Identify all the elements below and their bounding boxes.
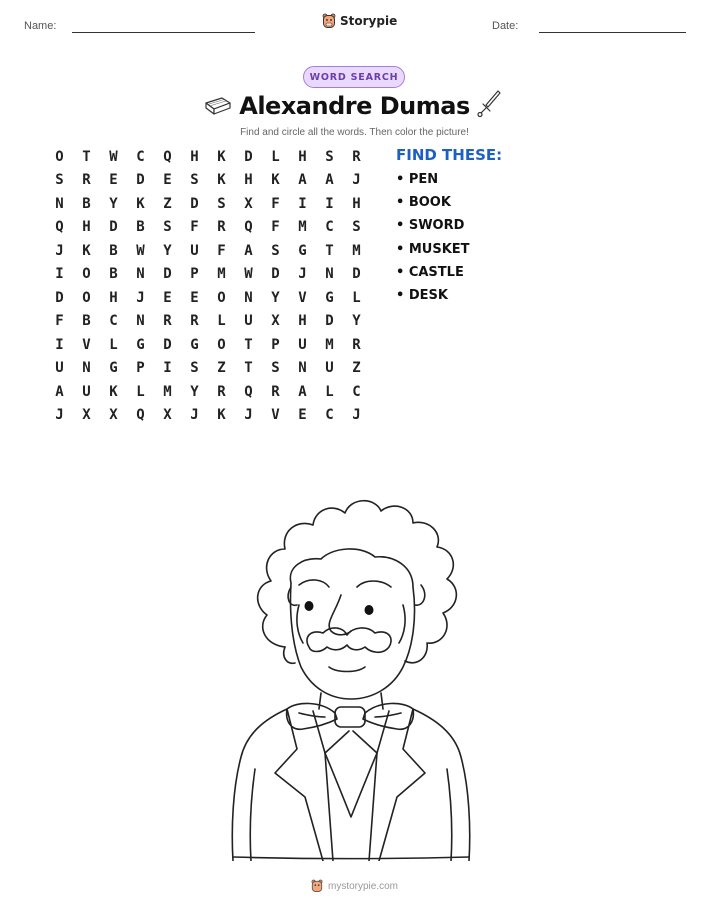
grid-cell[interactable]: D (136, 172, 145, 189)
grid-cell[interactable]: J (190, 407, 199, 424)
grid-cell[interactable]: P (190, 266, 199, 283)
grid-row (46, 404, 370, 428)
grid-cell[interactable]: P (271, 336, 280, 353)
grid-row (46, 357, 370, 381)
grid-cell[interactable]: N (55, 195, 64, 212)
grid-cell[interactable]: R (352, 336, 361, 353)
grid-cell[interactable]: S (271, 360, 280, 377)
grid-row (46, 380, 370, 404)
grid-cell[interactable]: K (82, 242, 91, 259)
grid-cell[interactable]: H (298, 148, 307, 165)
grid-cell[interactable]: K (217, 148, 226, 165)
grid-cell[interactable]: Z (217, 360, 226, 377)
grid-row (46, 216, 370, 240)
grid-cell[interactable]: J (352, 407, 361, 424)
grid-cell[interactable]: J (136, 289, 145, 306)
grid-cell[interactable]: S (55, 172, 64, 189)
grid-cell[interactable]: O (55, 148, 64, 165)
word-list-item: • SWORD (396, 218, 465, 234)
grid-cell[interactable]: F (55, 313, 64, 330)
date-line (539, 32, 686, 33)
grid-cell[interactable]: F (190, 219, 199, 236)
brand-name: Storypie (340, 14, 398, 28)
grid-cell[interactable]: J (298, 266, 307, 283)
grid-cell[interactable]: C (325, 219, 334, 236)
grid-cell[interactable]: Z (352, 360, 361, 377)
grid-cell[interactable]: T (325, 242, 334, 259)
grid-cell[interactable]: N (325, 266, 334, 283)
letter-grid (46, 145, 370, 427)
name-label: Name: (24, 20, 57, 32)
grid-cell[interactable]: R (352, 148, 361, 165)
grid-cell[interactable]: L (136, 383, 145, 400)
word-list (396, 172, 470, 311)
grid-cell[interactable]: D (163, 336, 172, 353)
name-line (72, 32, 255, 33)
grid-cell[interactable]: I (325, 195, 334, 212)
grid-cell[interactable]: D (190, 195, 199, 212)
grid-cell[interactable]: Y (271, 289, 280, 306)
grid-cell[interactable]: H (244, 172, 253, 189)
grid-cell[interactable]: I (298, 195, 307, 212)
grid-cell[interactable]: W (136, 242, 145, 259)
grid-cell[interactable]: D (325, 313, 334, 330)
grid-cell[interactable]: K (217, 407, 226, 424)
grid-cell[interactable]: O (217, 289, 226, 306)
grid-cell[interactable]: N (298, 360, 307, 377)
grid-cell[interactable]: C (352, 383, 361, 400)
grid-cell[interactable]: I (55, 266, 64, 283)
grid-cell[interactable]: D (244, 148, 253, 165)
grid-cell[interactable]: D (109, 219, 118, 236)
grid-row (46, 333, 370, 357)
grid-cell[interactable]: I (163, 360, 172, 377)
grid-row (46, 145, 370, 169)
grid-row (46, 286, 370, 310)
grid-cell[interactable]: V (298, 289, 307, 306)
grid-cell[interactable]: N (136, 266, 145, 283)
grid-cell[interactable]: W (109, 148, 118, 165)
grid-cell[interactable]: W (244, 266, 253, 283)
grid-cell[interactable]: G (325, 289, 334, 306)
grid-cell[interactable]: A (298, 172, 307, 189)
word-list-item: • MUSKET (396, 241, 470, 257)
grid-cell[interactable]: J (244, 407, 253, 424)
grid-cell[interactable]: J (55, 407, 64, 424)
grid-row (46, 263, 370, 287)
grid-cell[interactable]: V (271, 407, 280, 424)
grid-cell[interactable]: S (190, 360, 199, 377)
grid-cell[interactable]: G (109, 360, 118, 377)
footer-url: mystorypie.com (327, 880, 398, 892)
grid-cell[interactable]: C (109, 313, 118, 330)
grid-cell[interactable]: H (298, 313, 307, 330)
grid-cell[interactable]: U (82, 383, 91, 400)
grid-cell[interactable]: N (244, 289, 253, 306)
grid-cell[interactable]: F (217, 242, 226, 259)
grid-cell[interactable]: S (190, 172, 199, 189)
grid-cell[interactable]: R (190, 313, 199, 330)
grid-cell[interactable]: S (325, 148, 334, 165)
grid-cell[interactable]: L (325, 383, 334, 400)
grid-cell[interactable]: S (217, 195, 226, 212)
grid-cell[interactable]: H (190, 148, 199, 165)
storypie-mascot-icon (322, 13, 336, 29)
grid-cell[interactable]: R (82, 172, 91, 189)
brand-logo (322, 13, 397, 29)
grid-cell[interactable]: A (298, 383, 307, 400)
grid-cell[interactable]: E (298, 407, 307, 424)
grid-cell[interactable]: O (82, 289, 91, 306)
grid-cell[interactable]: G (136, 336, 145, 353)
grid-cell[interactable]: U (298, 336, 307, 353)
grid-cell[interactable]: M (217, 266, 226, 283)
grid-row (46, 192, 370, 216)
grid-cell[interactable]: F (271, 219, 280, 236)
word-list-item: • PEN (396, 172, 439, 187)
grid-cell[interactable]: X (244, 195, 253, 212)
grid-cell[interactable]: R (271, 383, 280, 400)
grid-cell[interactable]: Y (163, 242, 172, 259)
grid-cell[interactable]: Q (163, 148, 172, 165)
grid-cell[interactable]: O (82, 266, 91, 283)
sword-icon (476, 90, 504, 120)
grid-cell[interactable]: A (55, 383, 64, 400)
grid-cell[interactable]: Q (244, 383, 253, 400)
grid-cell[interactable]: Y (109, 195, 118, 212)
grid-cell[interactable]: L (271, 148, 280, 165)
grid-cell[interactable]: U (244, 313, 253, 330)
grid-cell[interactable]: E (190, 289, 199, 306)
grid-cell[interactable]: B (82, 195, 91, 212)
grid-cell[interactable]: Y (352, 313, 361, 330)
grid-cell[interactable]: K (271, 172, 280, 189)
word-search-badge: WORD SEARCH (303, 66, 405, 88)
grid-cell[interactable]: I (55, 336, 64, 353)
grid-cell[interactable]: S (352, 219, 361, 236)
find-these-heading: FIND THESE: (396, 146, 503, 164)
grid-cell[interactable]: L (109, 336, 118, 353)
grid-cell[interactable]: D (55, 289, 64, 306)
grid-cell[interactable]: F (271, 195, 280, 212)
grid-cell[interactable]: S (271, 242, 280, 259)
grid-cell[interactable]: M (298, 219, 307, 236)
grid-cell[interactable]: E (109, 172, 118, 189)
grid-cell[interactable]: L (352, 289, 361, 306)
grid-cell[interactable]: K (217, 172, 226, 189)
grid-cell[interactable]: E (163, 172, 172, 189)
grid-cell[interactable]: H (109, 289, 118, 306)
grid-cell[interactable]: V (82, 336, 91, 353)
instructions: Find and circle all the words. Then color the picture! (240, 127, 469, 138)
grid-cell[interactable]: X (163, 407, 172, 424)
grid-cell[interactable]: S (163, 219, 172, 236)
grid-cell[interactable]: P (136, 360, 145, 377)
grid-cell[interactable]: T (244, 360, 253, 377)
grid-cell[interactable]: Z (163, 195, 172, 212)
grid-cell[interactable]: X (109, 407, 118, 424)
grid-cell[interactable]: G (298, 242, 307, 259)
footer (0, 879, 709, 893)
grid-cell[interactable]: M (352, 242, 361, 259)
grid-cell[interactable]: Q (244, 219, 253, 236)
grid-cell[interactable]: O (217, 336, 226, 353)
grid-cell[interactable]: D (352, 266, 361, 283)
word-list-item: • BOOK (396, 195, 451, 211)
grid-cell[interactable]: C (136, 148, 145, 165)
grid-cell[interactable]: N (82, 360, 91, 377)
grid-cell[interactable]: H (352, 195, 361, 212)
word-list-item: • DESK (396, 287, 448, 303)
date-label: Date: (492, 20, 519, 32)
grid-cell[interactable]: D (271, 266, 280, 283)
grid-cell[interactable]: A (244, 242, 253, 259)
grid-cell[interactable]: B (82, 313, 91, 330)
grid-cell[interactable]: U (55, 360, 64, 377)
grid-cell[interactable]: Q (55, 219, 64, 236)
alexandre-dumas-illustration (225, 487, 479, 861)
grid-cell[interactable]: G (190, 336, 199, 353)
grid-row (46, 239, 370, 263)
grid-cell[interactable]: J (55, 242, 64, 259)
grid-cell[interactable]: T (244, 336, 253, 353)
grid-cell[interactable]: X (82, 407, 91, 424)
grid-row (46, 169, 370, 193)
grid-cell[interactable]: A (325, 172, 334, 189)
word-list-item: • CASTLE (396, 264, 464, 280)
grid-cell[interactable]: X (271, 313, 280, 330)
grid-cell[interactable]: B (109, 266, 118, 283)
grid-cell[interactable]: N (136, 313, 145, 330)
grid-cell[interactable]: Q (136, 407, 145, 424)
grid-cell[interactable]: B (136, 219, 145, 236)
grid-cell[interactable]: R (217, 219, 226, 236)
grid-cell[interactable]: U (325, 360, 334, 377)
grid-cell[interactable]: M (163, 383, 172, 400)
grid-cell[interactable]: R (163, 313, 172, 330)
grid-cell[interactable]: K (109, 383, 118, 400)
grid-cell[interactable]: C (325, 407, 334, 424)
grid-cell[interactable]: D (163, 266, 172, 283)
grid-cell[interactable]: T (82, 148, 91, 165)
storypie-mascot-icon (311, 879, 323, 893)
grid-cell[interactable]: B (109, 242, 118, 259)
grid-cell[interactable]: L (217, 313, 226, 330)
grid-cell[interactable]: Y (190, 383, 199, 400)
page-title: Alexandre Dumas (239, 92, 470, 120)
grid-cell[interactable]: U (190, 242, 199, 259)
grid-cell[interactable]: R (217, 383, 226, 400)
grid-cell[interactable]: J (352, 172, 361, 189)
grid-cell[interactable]: H (82, 219, 91, 236)
grid-cell[interactable]: M (325, 336, 334, 353)
grid-cell[interactable]: K (136, 195, 145, 212)
grid-row (46, 310, 370, 334)
grid-cell[interactable]: E (163, 289, 172, 306)
